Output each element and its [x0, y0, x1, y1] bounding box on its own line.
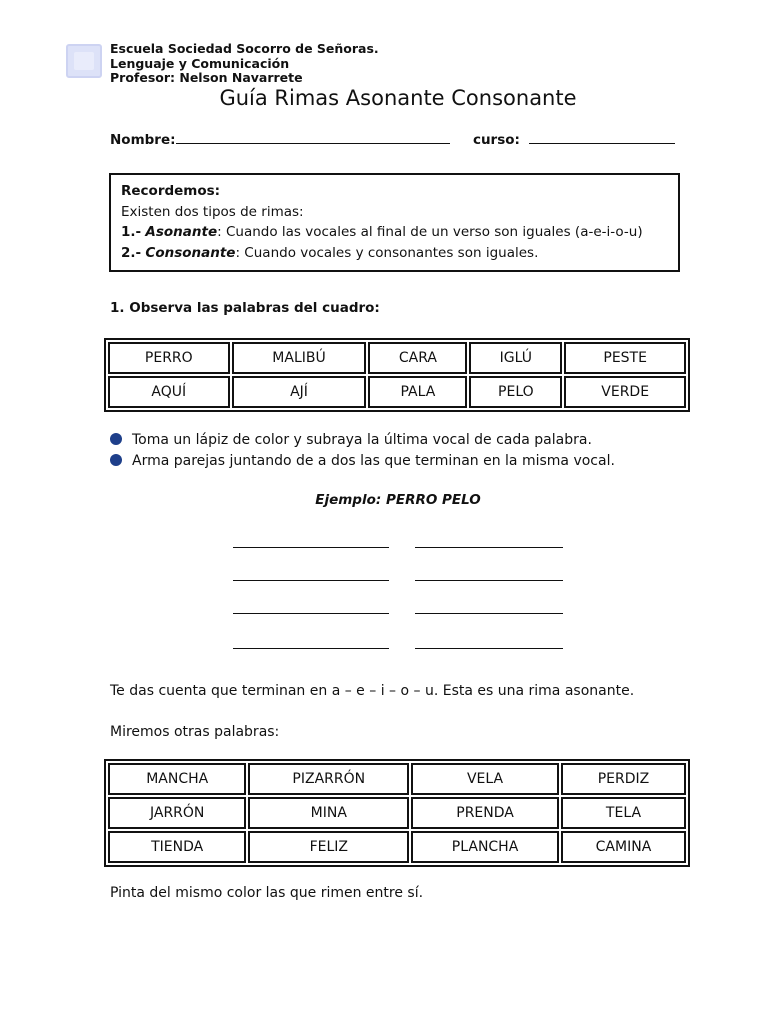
table-row [108, 797, 686, 829]
name-label: Nombre: [110, 132, 176, 148]
table-row [108, 763, 686, 795]
table-cell: PALA [368, 376, 467, 408]
table-cell: CARA [368, 342, 467, 374]
list-item [110, 451, 615, 472]
table-row [108, 342, 686, 374]
table-cell: PRENDA [411, 797, 559, 829]
course-field[interactable] [529, 131, 675, 144]
table-cell: PERDIZ [561, 763, 686, 795]
table-cell: PERRO [108, 342, 230, 374]
table-cell: FELIZ [248, 831, 409, 863]
answer-blank[interactable] [415, 547, 563, 548]
list-item [110, 430, 615, 451]
answer-blank[interactable] [415, 648, 563, 649]
school-name: Escuela Sociedad Socorro de Señoras. [110, 41, 379, 56]
school-logo [66, 44, 102, 78]
instruction-list [110, 430, 615, 472]
table-cell: IGLÚ [469, 342, 562, 374]
word-table-2 [104, 759, 690, 867]
recall-item-number: 2.- [121, 244, 142, 261]
recall-item-term: Asonante [145, 224, 218, 240]
table-row [108, 831, 686, 863]
observation-text: Te das cuenta que terminan en a – e – i – o – u. Esta es una rima asonante. [110, 683, 635, 699]
table-cell: AJÍ [232, 376, 367, 408]
table-cell: MINA [248, 797, 409, 829]
table-cell: PESTE [564, 342, 686, 374]
table-cell: MANCHA [108, 763, 246, 795]
table-cell: PLANCHA [411, 831, 559, 863]
table-cell: PELO [469, 376, 562, 408]
bullet-icon [110, 454, 122, 466]
table-cell: AQUÍ [108, 376, 230, 408]
document-header [110, 42, 379, 86]
table-cell: MALIBÚ [232, 342, 367, 374]
answer-blank[interactable] [415, 613, 563, 614]
table-cell: JARRÓN [108, 797, 246, 829]
table-cell: VERDE [564, 376, 686, 408]
table-cell: TELA [561, 797, 686, 829]
recall-item-number: 1.- [121, 224, 142, 240]
table-cell: VELA [411, 763, 559, 795]
recall-box [109, 173, 680, 272]
table-cell: PIZARRÓN [248, 763, 409, 795]
example-text: Ejemplo: PERRO PELO [315, 492, 481, 508]
subject-name: Lenguaje y Comunicación [110, 55, 290, 71]
table-cell: TIENDA [108, 831, 246, 863]
student-info-row [110, 131, 675, 148]
page-title: Guía Rimas Asonante Consonante [219, 86, 577, 110]
recall-item-term: Consonante [145, 244, 236, 261]
recall-intro: Existen dos tipos de rimas: [121, 203, 304, 220]
table-row [108, 376, 686, 408]
more-words-text: Miremos otras palabras: [110, 724, 280, 740]
course-label: curso: [472, 132, 520, 148]
answer-blank[interactable] [233, 580, 389, 581]
teacher-name: Profesor: Nelson Navarrete [110, 70, 303, 85]
table-cell: CAMINA [561, 831, 686, 863]
recall-item-asonante [121, 222, 668, 243]
name-field[interactable] [176, 131, 450, 144]
recall-item-consonante [121, 243, 668, 264]
word-table-1 [104, 338, 690, 412]
instruction-text: Toma un lápiz de color y subraya la última vocal de cada palabra. [132, 432, 592, 448]
recall-item-text: : Cuando las vocales al final de un verso son iguales (a-e-i-o-u) [217, 224, 643, 240]
instruction-text: Arma parejas juntando de a dos las que terminan en la misma vocal. [132, 453, 615, 469]
final-instruction: Pinta del mismo color las que rimen entre sí. [110, 885, 424, 901]
recall-heading: Recordemos: [121, 183, 221, 199]
answer-blank[interactable] [233, 547, 389, 548]
section-1-title: 1. Observa las palabras del cuadro: [110, 300, 380, 316]
answer-blank[interactable] [233, 613, 389, 614]
answer-blank[interactable] [233, 648, 389, 649]
bullet-icon [110, 433, 122, 445]
answer-blank[interactable] [415, 580, 563, 581]
recall-item-text: : Cuando vocales y consonantes son iguales. [235, 244, 539, 261]
